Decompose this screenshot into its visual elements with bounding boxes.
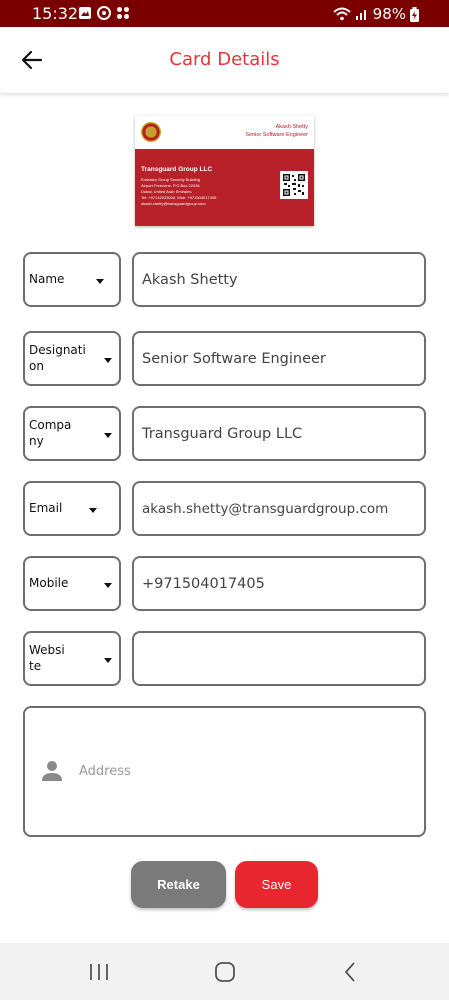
card-holder-name: Akash Shetty xyxy=(275,124,308,130)
status-time: 15:32 xyxy=(32,4,79,23)
status-right xyxy=(333,5,419,23)
designation-field[interactable] xyxy=(132,331,426,386)
mobile-field[interactable] xyxy=(132,556,426,611)
dropdown-label: Email xyxy=(29,501,63,515)
person-icon xyxy=(41,760,63,782)
company-logo xyxy=(141,122,161,142)
field-type-dropdown-designation[interactable] xyxy=(23,331,121,386)
mobile-input[interactable] xyxy=(142,558,418,609)
dropdown-label: Company xyxy=(29,418,72,448)
email-field[interactable] xyxy=(132,481,426,536)
page-title: Card Details xyxy=(169,49,280,70)
apps-grid-icon xyxy=(116,6,130,20)
card-address-lines xyxy=(141,177,216,207)
card-body xyxy=(135,149,314,226)
field-type-dropdown-email[interactable] xyxy=(23,481,121,536)
app-bar xyxy=(0,27,449,93)
wifi-icon xyxy=(333,7,351,21)
chevron-left-icon xyxy=(336,957,366,987)
system-back-button[interactable] xyxy=(336,957,366,987)
website-input[interactable] xyxy=(142,633,418,684)
caret-down-icon xyxy=(104,658,112,663)
dropdown-label: Name xyxy=(29,272,65,286)
dropdown-label: Website xyxy=(29,643,65,673)
card-holder-title: Senior Software Engineer xyxy=(245,132,308,138)
recent-apps-button[interactable] xyxy=(84,957,114,987)
signal-icon xyxy=(355,7,369,21)
status-bar xyxy=(0,0,449,27)
card-line: akash.shetty@transguardgroup.com xyxy=(141,201,206,206)
card-header xyxy=(135,116,314,149)
dropdown-label: Mobile xyxy=(29,576,69,590)
caret-down-icon xyxy=(96,279,104,284)
qr-code-icon xyxy=(282,173,306,197)
business-card-image xyxy=(135,116,314,226)
battery-percent: 98% xyxy=(372,5,406,23)
caret-down-icon xyxy=(89,508,97,513)
card-line: Airport Freezone, P.O.Box 22036 xyxy=(141,183,200,188)
field-type-dropdown-name[interactable] xyxy=(23,252,121,307)
card-company: Transguard Group LLC xyxy=(141,166,213,173)
system-nav-bar xyxy=(0,943,449,1000)
caret-down-icon xyxy=(104,583,112,588)
field-type-dropdown-website[interactable] xyxy=(23,631,121,686)
dropdown-label: Designation xyxy=(29,343,86,373)
qr-code xyxy=(280,171,308,199)
company-input[interactable] xyxy=(142,408,418,459)
company-field[interactable] xyxy=(132,406,426,461)
card-line: Tel: +97142033000, Mob: +971504017405 xyxy=(141,195,217,200)
recent-apps-icon xyxy=(84,957,114,987)
designation-input[interactable] xyxy=(142,333,418,384)
image-icon xyxy=(78,6,92,20)
caret-down-icon xyxy=(104,433,112,438)
sync-icon xyxy=(97,6,111,20)
battery-charging-icon xyxy=(410,7,419,22)
address-field[interactable] xyxy=(23,706,426,837)
field-type-dropdown-mobile[interactable] xyxy=(23,556,121,611)
website-field[interactable] xyxy=(132,631,426,686)
name-field[interactable] xyxy=(132,252,426,307)
card-line: Emirates Group Security Building xyxy=(141,177,200,182)
caret-down-icon xyxy=(104,358,112,363)
card-holder xyxy=(245,123,308,139)
notification-icons xyxy=(78,6,130,20)
name-input[interactable] xyxy=(142,254,418,305)
retake-button[interactable]: Retake xyxy=(131,861,226,908)
card-line: Dubai, United Arab Emirates xyxy=(141,189,192,194)
address-input[interactable] xyxy=(79,764,409,784)
field-type-dropdown-company[interactable] xyxy=(23,406,121,461)
home-icon xyxy=(210,957,240,987)
home-button[interactable] xyxy=(210,957,240,987)
save-button[interactable]: Save xyxy=(235,861,318,908)
email-input[interactable] xyxy=(142,483,418,534)
